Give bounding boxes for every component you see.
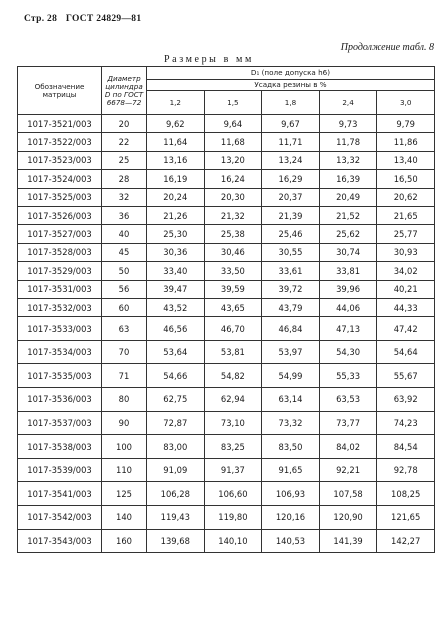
d1-value-cell: 141,39 <box>319 529 377 553</box>
matrix-code-cell: 1017-3531/003 <box>18 280 102 298</box>
diameter-cell: 125 <box>102 482 147 506</box>
table-row <box>18 115 435 133</box>
matrix-code-cell: 1017-3542/003 <box>18 506 102 530</box>
dimensions-table <box>17 66 435 553</box>
d1-value-cell: 11,64 <box>147 133 205 151</box>
d1-value-cell: 9,64 <box>204 115 262 133</box>
shrinkage-value-header: 1,5 <box>204 91 262 115</box>
d1-value-cell: 43,52 <box>147 298 205 316</box>
diameter-cell: 40 <box>102 225 147 243</box>
matrix-code-cell: 1017-3522/003 <box>18 133 102 151</box>
table-row <box>18 506 435 530</box>
matrix-code-cell: 1017-3541/003 <box>18 482 102 506</box>
d1-value-cell: 13,20 <box>204 151 262 169</box>
d1-value-cell: 74,23 <box>377 411 435 435</box>
diameter-cell: 63 <box>102 317 147 341</box>
d1-value-cell: 54,64 <box>377 340 435 364</box>
d1-value-cell: 84,02 <box>319 435 377 459</box>
matrix-code-cell: 1017-3525/003 <box>18 188 102 206</box>
d1-value-cell: 55,67 <box>377 364 435 388</box>
matrix-code-cell: 1017-3527/003 <box>18 225 102 243</box>
d1-value-cell: 25,30 <box>147 225 205 243</box>
d1-value-cell: 21,39 <box>262 206 320 224</box>
d1-value-cell: 106,28 <box>147 482 205 506</box>
d1-value-cell: 83,25 <box>204 435 262 459</box>
d1-value-cell: 120,90 <box>319 506 377 530</box>
d1-value-cell: 13,16 <box>147 151 205 169</box>
matrix-code-cell: 1017-3533/003 <box>18 317 102 341</box>
d1-value-cell: 47,42 <box>377 317 435 341</box>
d1-value-cell: 34,02 <box>377 262 435 280</box>
d1-value-cell: 30,46 <box>204 243 262 261</box>
d1-value-cell: 72,87 <box>147 411 205 435</box>
d1-value-cell: 140,53 <box>262 529 320 553</box>
diameter-cell: 56 <box>102 280 147 298</box>
d1-value-cell: 25,77 <box>377 225 435 243</box>
d1-value-cell: 91,09 <box>147 458 205 482</box>
diameter-cell: 36 <box>102 206 147 224</box>
shrinkage-value-header: 2,4 <box>319 91 377 115</box>
table-row <box>18 206 435 224</box>
matrix-code-cell: 1017-3529/003 <box>18 262 102 280</box>
diameter-cell: 20 <box>102 115 147 133</box>
diameter-cell: 71 <box>102 364 147 388</box>
diameter-cell: 50 <box>102 262 147 280</box>
table-body <box>18 115 435 553</box>
d1-value-cell: 107,58 <box>319 482 377 506</box>
diameter-header: Диаметр цилиндра D по ГОСТ 6678—72 <box>102 67 147 115</box>
d1-value-cell: 21,32 <box>204 206 262 224</box>
d1-value-cell: 39,59 <box>204 280 262 298</box>
d1-value-cell: 54,99 <box>262 364 320 388</box>
table-row <box>18 298 435 316</box>
d1-value-cell: 106,60 <box>204 482 262 506</box>
standard-number: ГОСТ 24829—81 <box>65 14 142 24</box>
diameter-cell: 60 <box>102 298 147 316</box>
table-row <box>18 262 435 280</box>
d1-value-cell: 73,77 <box>319 411 377 435</box>
table-row <box>18 411 435 435</box>
diameter-cell: 45 <box>102 243 147 261</box>
d1-value-cell: 9,73 <box>319 115 377 133</box>
d1-value-cell: 47,13 <box>319 317 377 341</box>
table-row <box>18 243 435 261</box>
d1-value-cell: 46,70 <box>204 317 262 341</box>
matrix-code-cell: 1017-3524/003 <box>18 170 102 188</box>
d1-value-cell: 13,32 <box>319 151 377 169</box>
diameter-cell: 32 <box>102 188 147 206</box>
d1-value-cell: 30,36 <box>147 243 205 261</box>
d1-value-cell: 62,75 <box>147 388 205 412</box>
d1-value-cell: 62,94 <box>204 388 262 412</box>
d1-value-cell: 11,78 <box>319 133 377 151</box>
d1-value-cell: 33,61 <box>262 262 320 280</box>
matrix-header: Обозначение матрицы <box>18 67 102 115</box>
d1-value-cell: 73,32 <box>262 411 320 435</box>
d1-value-cell: 33,50 <box>204 262 262 280</box>
table-row <box>18 188 435 206</box>
d1-value-cell: 120,16 <box>262 506 320 530</box>
d1-value-cell: 39,72 <box>262 280 320 298</box>
d1-value-cell: 63,14 <box>262 388 320 412</box>
matrix-code-cell: 1017-3539/003 <box>18 458 102 482</box>
d1-value-cell: 83,50 <box>262 435 320 459</box>
matrix-code-cell: 1017-3538/003 <box>18 435 102 459</box>
matrix-code-cell: 1017-3537/003 <box>18 411 102 435</box>
d1-value-cell: 53,64 <box>147 340 205 364</box>
d1-value-cell: 33,81 <box>319 262 377 280</box>
d1-value-cell: 83,00 <box>147 435 205 459</box>
d1-value-cell: 11,68 <box>204 133 262 151</box>
d1-value-cell: 46,84 <box>262 317 320 341</box>
d1-value-cell: 20,24 <box>147 188 205 206</box>
d1-value-cell: 119,43 <box>147 506 205 530</box>
d1-value-cell: 39,96 <box>319 280 377 298</box>
d1-value-cell: 16,19 <box>147 170 205 188</box>
d1-value-cell: 39,47 <box>147 280 205 298</box>
d1-value-cell: 33,40 <box>147 262 205 280</box>
d1-value-cell: 44,06 <box>319 298 377 316</box>
d1-value-cell: 142,27 <box>377 529 435 553</box>
d1-value-cell: 25,38 <box>204 225 262 243</box>
d1-value-cell: 63,53 <box>319 388 377 412</box>
units-caption: Размеры в мм <box>164 54 254 65</box>
d1-value-cell: 140,10 <box>204 529 262 553</box>
d1-value-cell: 46,56 <box>147 317 205 341</box>
d1-value-cell: 16,50 <box>377 170 435 188</box>
d1-value-cell: 13,24 <box>262 151 320 169</box>
d1-value-cell: 30,74 <box>319 243 377 261</box>
d1-value-cell: 73,10 <box>204 411 262 435</box>
d1-value-cell: 44,33 <box>377 298 435 316</box>
shrinkage-header: Усадка резины в % <box>147 80 435 91</box>
d1-value-cell: 11,71 <box>262 133 320 151</box>
matrix-code-cell: 1017-3521/003 <box>18 115 102 133</box>
table-row <box>18 435 435 459</box>
table-row <box>18 388 435 412</box>
d1-value-cell: 9,67 <box>262 115 320 133</box>
table-row <box>18 458 435 482</box>
d1-value-cell: 53,81 <box>204 340 262 364</box>
d1-value-cell: 92,21 <box>319 458 377 482</box>
matrix-code-cell: 1017-3523/003 <box>18 151 102 169</box>
diameter-cell: 22 <box>102 133 147 151</box>
d1-value-cell: 13,40 <box>377 151 435 169</box>
d1-value-cell: 21,52 <box>319 206 377 224</box>
d1-value-cell: 16,39 <box>319 170 377 188</box>
d1-value-cell: 11,86 <box>377 133 435 151</box>
d1-value-cell: 9,62 <box>147 115 205 133</box>
d1-value-cell: 63,92 <box>377 388 435 412</box>
d1-value-cell: 20,30 <box>204 188 262 206</box>
shrinkage-value-header: 3,0 <box>377 91 435 115</box>
d1-value-cell: 30,55 <box>262 243 320 261</box>
d1-value-cell: 16,24 <box>204 170 262 188</box>
table-row <box>18 133 435 151</box>
d1-value-cell: 43,79 <box>262 298 320 316</box>
shrinkage-value-header: 1,8 <box>262 91 320 115</box>
table-row <box>18 482 435 506</box>
table-row <box>18 151 435 169</box>
d1-header: D₁ (поле допуска h6) <box>147 67 435 80</box>
diameter-cell: 140 <box>102 506 147 530</box>
table-row <box>18 529 435 553</box>
diameter-cell: 28 <box>102 170 147 188</box>
d1-value-cell: 91,65 <box>262 458 320 482</box>
diameter-cell: 160 <box>102 529 147 553</box>
d1-value-cell: 139,68 <box>147 529 205 553</box>
d1-value-cell: 20,49 <box>319 188 377 206</box>
d1-value-cell: 25,62 <box>319 225 377 243</box>
table-row <box>18 364 435 388</box>
table-row <box>18 170 435 188</box>
diameter-cell: 80 <box>102 388 147 412</box>
shrinkage-value-header: 1,2 <box>147 91 205 115</box>
d1-value-cell: 108,25 <box>377 482 435 506</box>
d1-value-cell: 40,21 <box>377 280 435 298</box>
matrix-code-cell: 1017-3528/003 <box>18 243 102 261</box>
d1-value-cell: 55,33 <box>319 364 377 388</box>
matrix-code-cell: 1017-3543/003 <box>18 529 102 553</box>
matrix-code-cell: 1017-3532/003 <box>18 298 102 316</box>
diameter-cell: 70 <box>102 340 147 364</box>
matrix-code-cell: 1017-3536/003 <box>18 388 102 412</box>
d1-value-cell: 92,78 <box>377 458 435 482</box>
page-number: Стр. 28 <box>24 14 58 24</box>
d1-value-cell: 25,46 <box>262 225 320 243</box>
d1-value-cell: 9,79 <box>377 115 435 133</box>
page-header <box>24 14 141 24</box>
diameter-cell: 90 <box>102 411 147 435</box>
d1-value-cell: 121,65 <box>377 506 435 530</box>
matrix-code-cell: 1017-3535/003 <box>18 364 102 388</box>
d1-value-cell: 84,54 <box>377 435 435 459</box>
table-row <box>18 225 435 243</box>
d1-value-cell: 20,37 <box>262 188 320 206</box>
diameter-cell: 100 <box>102 435 147 459</box>
d1-value-cell: 106,93 <box>262 482 320 506</box>
table-row <box>18 280 435 298</box>
d1-value-cell: 54,66 <box>147 364 205 388</box>
d1-value-cell: 43,65 <box>204 298 262 316</box>
d1-value-cell: 54,30 <box>319 340 377 364</box>
d1-value-cell: 21,26 <box>147 206 205 224</box>
table-row <box>18 340 435 364</box>
d1-value-cell: 30,93 <box>377 243 435 261</box>
diameter-cell: 110 <box>102 458 147 482</box>
d1-value-cell: 54,82 <box>204 364 262 388</box>
d1-value-cell: 16,29 <box>262 170 320 188</box>
d1-value-cell: 91,37 <box>204 458 262 482</box>
d1-value-cell: 20,62 <box>377 188 435 206</box>
d1-value-cell: 53,97 <box>262 340 320 364</box>
table-row <box>18 317 435 341</box>
matrix-code-cell: 1017-3526/003 <box>18 206 102 224</box>
matrix-code-cell: 1017-3534/003 <box>18 340 102 364</box>
table-continuation-label: Продолжение табл. 8 <box>340 42 434 53</box>
d1-value-cell: 21,65 <box>377 206 435 224</box>
d1-value-cell: 119,80 <box>204 506 262 530</box>
diameter-cell: 25 <box>102 151 147 169</box>
